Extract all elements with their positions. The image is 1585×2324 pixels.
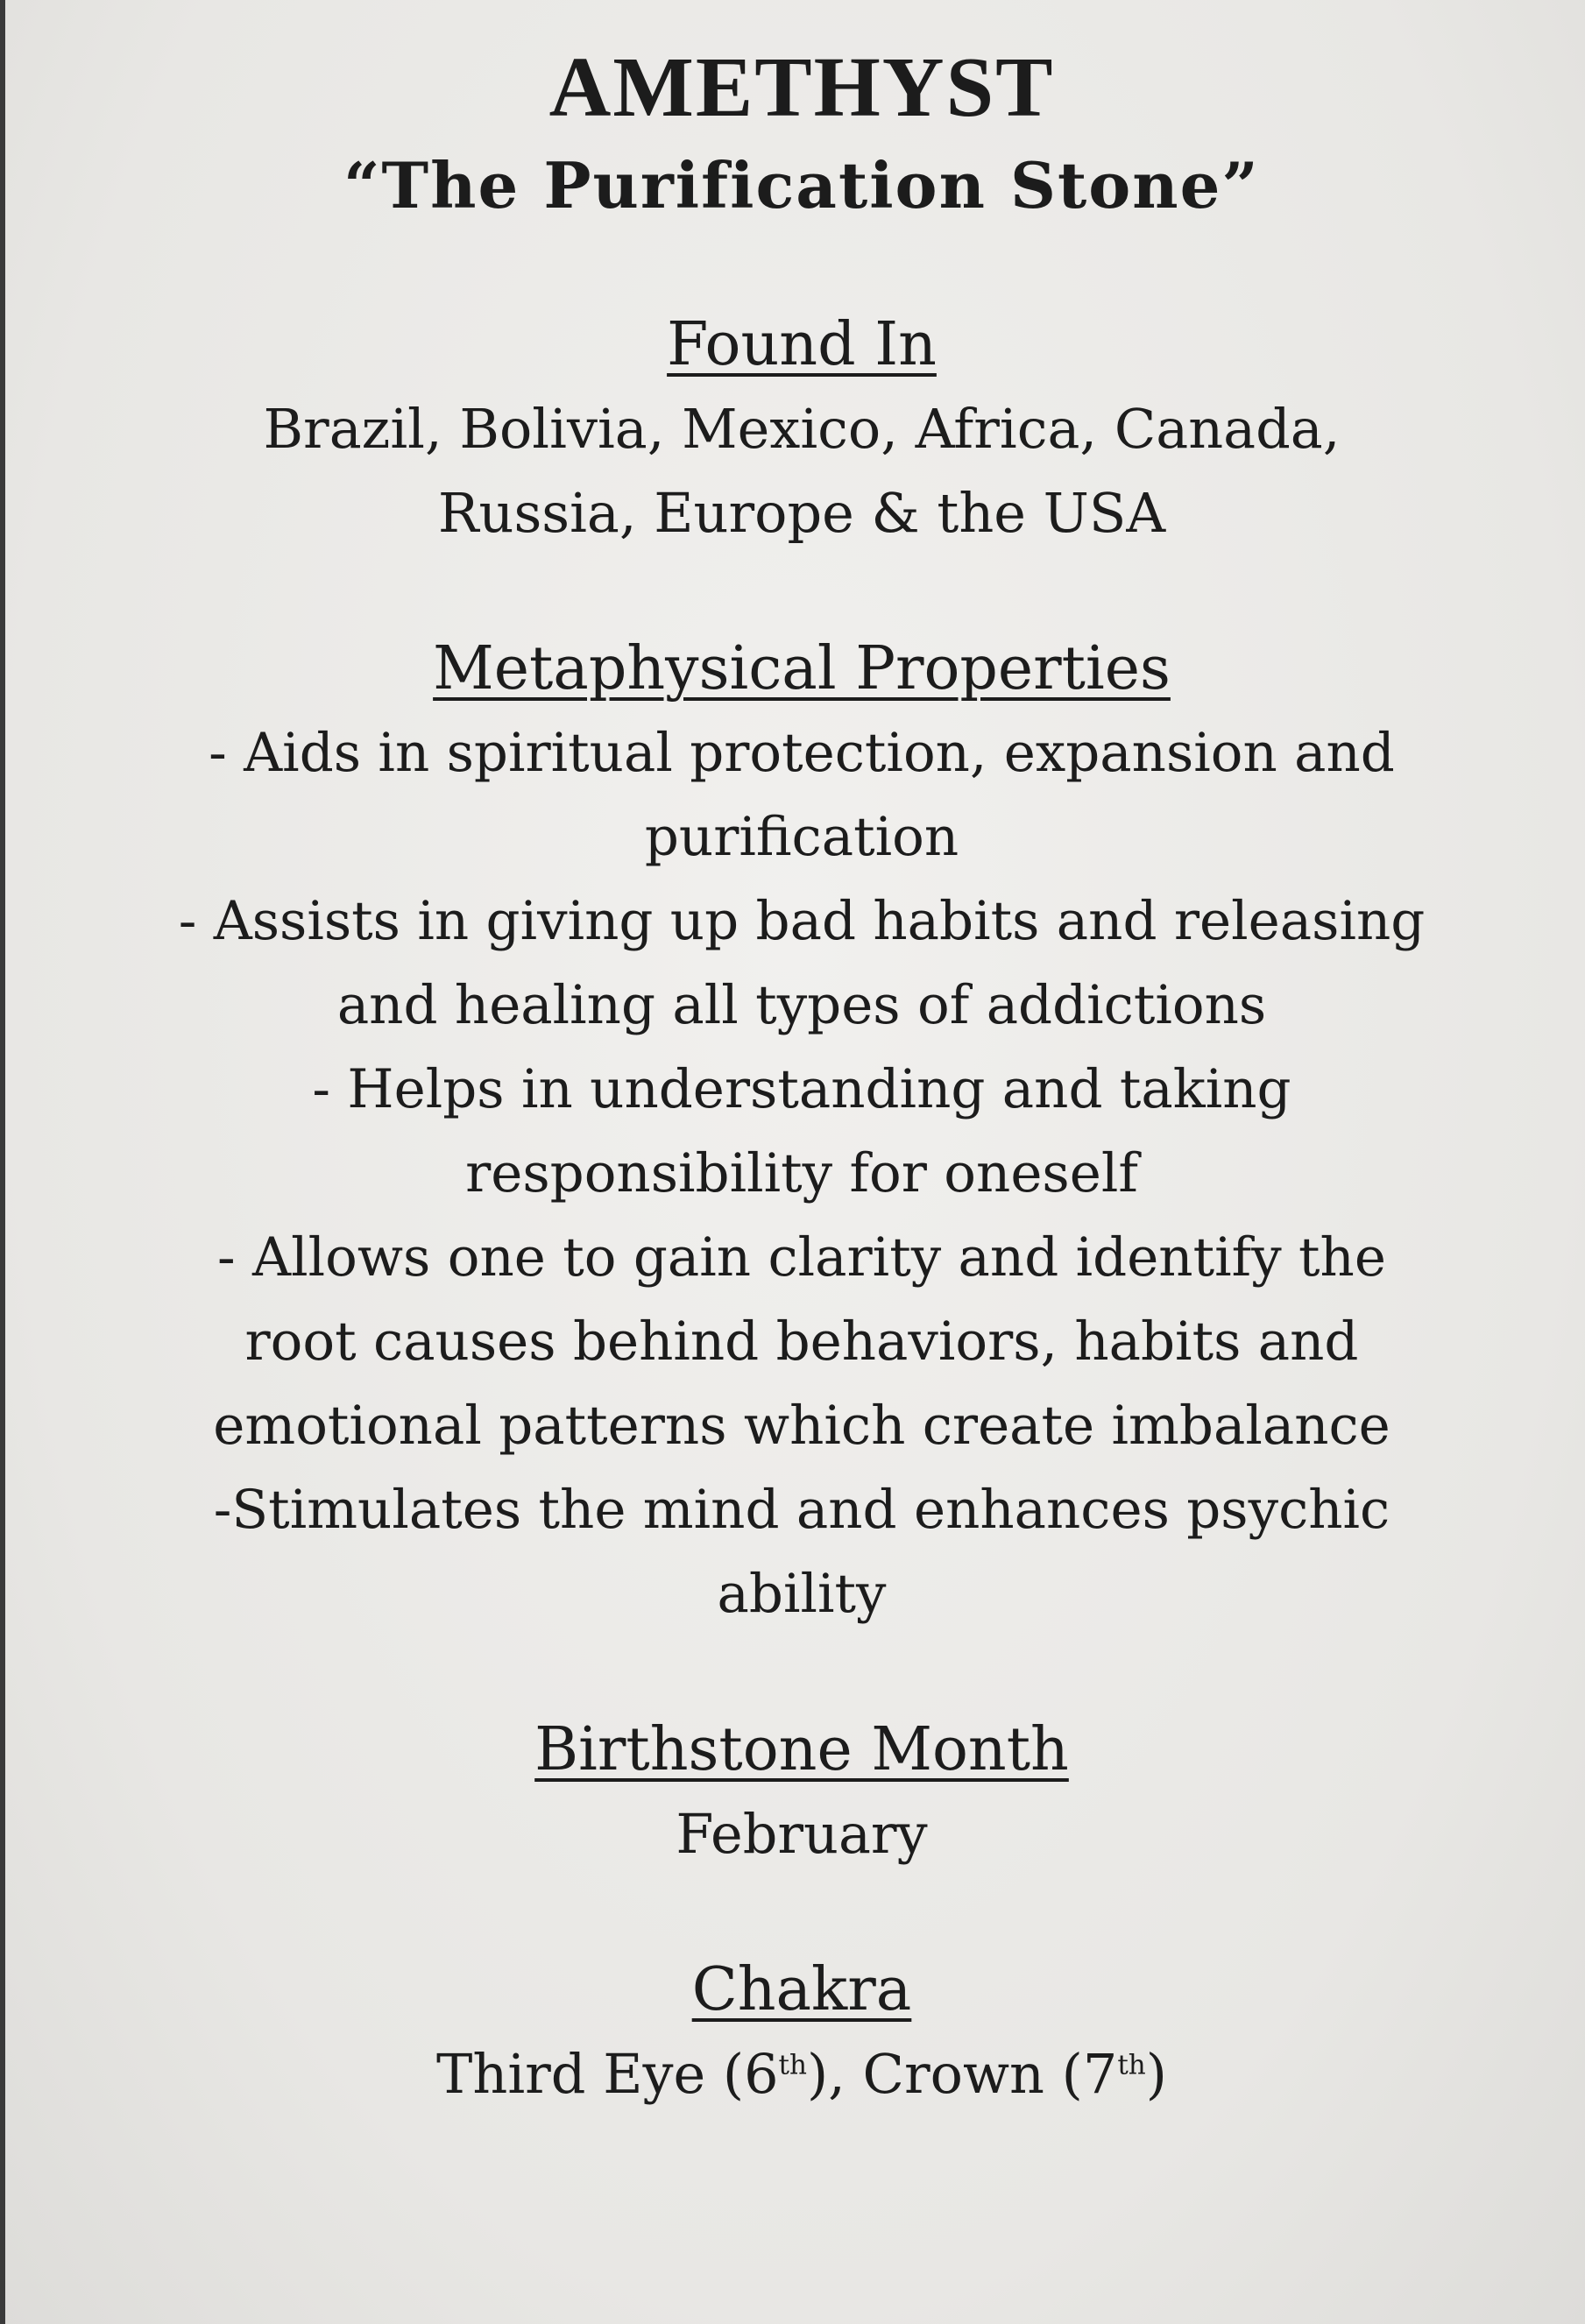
property-line: - Assists in giving up bad habits and releasing (178, 890, 1426, 952)
card-content (35, 18, 1568, 2116)
property-line: - Aids in spiritual protection, expansion and (209, 722, 1395, 784)
metaphysical-list (35, 711, 1568, 1636)
chakra-section (35, 1948, 1568, 2116)
found-in-line: Russia, Europe & the USA (437, 481, 1166, 545)
birthstone-month: February (676, 1802, 928, 1866)
metaphysical-heading: Metaphysical Properties (433, 634, 1171, 703)
property-line: purification (644, 806, 959, 868)
property-line: responsibility for oneself (465, 1142, 1138, 1204)
property-line: -Stimulates the mind and enhances psychic (213, 1479, 1390, 1541)
chakra-value (35, 2032, 1568, 2116)
chakra-crown: ), Crown (7 (806, 2042, 1118, 2106)
chakra-closing: ) (1145, 2042, 1167, 2106)
property-line: root causes behind behaviors, habits and (244, 1310, 1359, 1373)
chakra-heading: Chakra (691, 1955, 912, 2024)
metaphysical-section (35, 627, 1568, 1636)
found-in-locations (35, 387, 1568, 555)
found-in-section (35, 303, 1568, 555)
found-in-heading: Found In (667, 310, 937, 379)
property-line: emotional patterns which create imbalance (213, 1395, 1390, 1457)
stone-title: AMETHYST (548, 40, 1055, 135)
property-line: - Allows one to gain clarity and identify the (217, 1226, 1386, 1289)
chakra-ordinal-sup: th (1117, 2049, 1146, 2081)
property-line: and healing all types of addictions (336, 974, 1267, 1036)
property-line: ability (717, 1563, 887, 1625)
birthstone-section (35, 1708, 1568, 1876)
property-line: - Helps in understanding and taking (312, 1058, 1291, 1120)
stone-subtitle: “The Purification Stone” (343, 148, 1260, 223)
birthstone-heading: Birthstone Month (534, 1715, 1069, 1784)
chakra-third-eye: Third Eye (6 (436, 2042, 779, 2106)
chakra-ordinal-sup: th (778, 2049, 807, 2081)
found-in-line: Brazil, Bolivia, Mexico, Africa, Canada, (263, 397, 1341, 461)
